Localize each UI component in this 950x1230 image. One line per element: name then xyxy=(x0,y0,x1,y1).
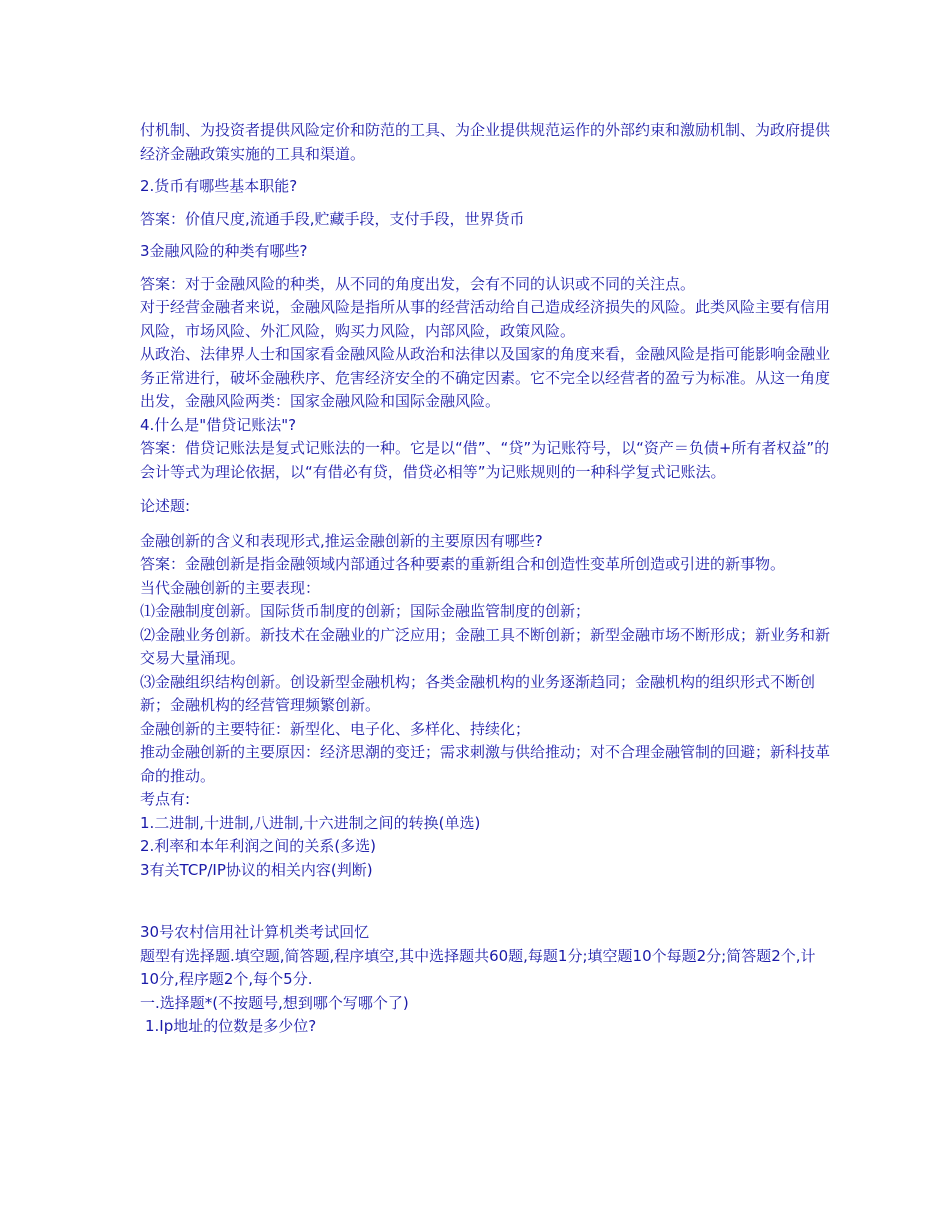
document-body xyxy=(140,119,830,1039)
exam-question-types: 题型有选择题.填空题,简答题,程序填空,其中选择题共60题,每题1分;填空题10个每题2分;简答题2个,计10分,程序题2个,每个5分. xyxy=(140,946,816,988)
exam-recall-title: 30号农村信用社计算机类考试回忆 xyxy=(140,923,370,941)
section-essay-heading: 论述题: xyxy=(140,497,191,515)
innovation-item-3: ⑶金融组织结构创新。创设新型金融机构；各类金融机构的业务逐渐趋同；金融机构的组织形式不断创新；金融机构的经营管理频繁创新。 xyxy=(140,672,816,714)
innovation-forms-heading: 当代金融创新的主要表现： xyxy=(140,578,321,597)
question-financial-risk-types: 3金融风险的种类有哪些? xyxy=(140,242,308,260)
answer-financial-risk-intro: 答案：对于金融风险的种类，从不同的角度出发，会有不同的认识或不同的关注点。 xyxy=(140,274,696,293)
answer-money-functions: 答案：价值尺度,流通手段,贮藏手段，支付手段，世界货币 xyxy=(140,209,525,228)
exam-point-1: 1.二进制,十进制,八进制,十六进制之间的转换(单选) xyxy=(140,813,481,832)
exam-point-2: 2.利率和本年利润之间的关系(多选) xyxy=(140,837,377,855)
section-choice-heading: 一.选择题*(不按题号,想到哪个写哪个了) xyxy=(140,993,409,1012)
innovation-causes: 推动金融创新的主要原因：经济思潮的变迁；需求刺激与供给推动；对不合理金融管制的回避；新科技革命的推动。 xyxy=(140,743,831,785)
exam-point-3: 3有关TCP/IP协议的相关内容(判断) xyxy=(140,860,373,879)
answer-financial-innovation: 答案：金融创新是指金融领域内部通过各种要素的重新组合和创造性变革所创造或引进的新事物。 xyxy=(140,555,786,573)
innovation-features: 金融创新的主要特征：新型化、电子化、多样化、持续化； xyxy=(140,719,531,738)
answer-financial-risk-state: 从政治、法律界人士和国家看金融风险从政治和法律以及国家的角度来看，金融风险是指可能影响金融业务正常进行，破坏金融秩序、危害经济安全的不确定因素。它不完全以经营者的盈亏为标准。从这一角度出发，金融风险两类：国家金融风险和国际金融风险。 xyxy=(140,345,831,410)
answer-financial-risk-operators: 对于经营金融者来说，金融风险是指所从事的经营活动给自己造成经济损失的风险。此类风险主要有信用风险，市场风险、外汇风险，购买力风险，内部风险，政策风险。 xyxy=(140,298,831,340)
innovation-item-2: ⑵金融业务创新。新技术在金融业的广泛应用；金融工具不断创新；新型金融市场不断形成；新业务和新交易大量涌现。 xyxy=(140,625,831,667)
innovation-item-1: ⑴金融制度创新。国际货币制度的创新；国际金融监管制度的创新； xyxy=(140,602,591,620)
paragraph-financial-functions-cont: 付机制、为投资者提供风险定价和防范的工具、为企业提供规范运作的外部约束和激励机制、为政府提供经济金融政策实施的工具和渠道。 xyxy=(140,121,831,163)
answer-debit-credit: 答案：借贷记账法是复式记账法的一种。它是以“借”、“贷”为记账符号，以“资产＝负债+所有者权益”的会计等式为理论依据，以“有借必有贷，借贷必相等”为记账规则的一种科学复式记账法。 xyxy=(140,439,830,481)
exam-points-heading: 考点有: xyxy=(140,790,191,808)
question-money-functions: 2.货币有哪些基本职能? xyxy=(140,177,298,195)
question-debit-credit: 4.什么是"借贷记账法"? xyxy=(140,415,297,434)
question-financial-innovation: 金融创新的含义和表现形式,推运金融创新的主要原因有哪些? xyxy=(140,531,543,550)
choice-question-1: 1.Ip地址的位数是多少位? xyxy=(145,1017,317,1035)
